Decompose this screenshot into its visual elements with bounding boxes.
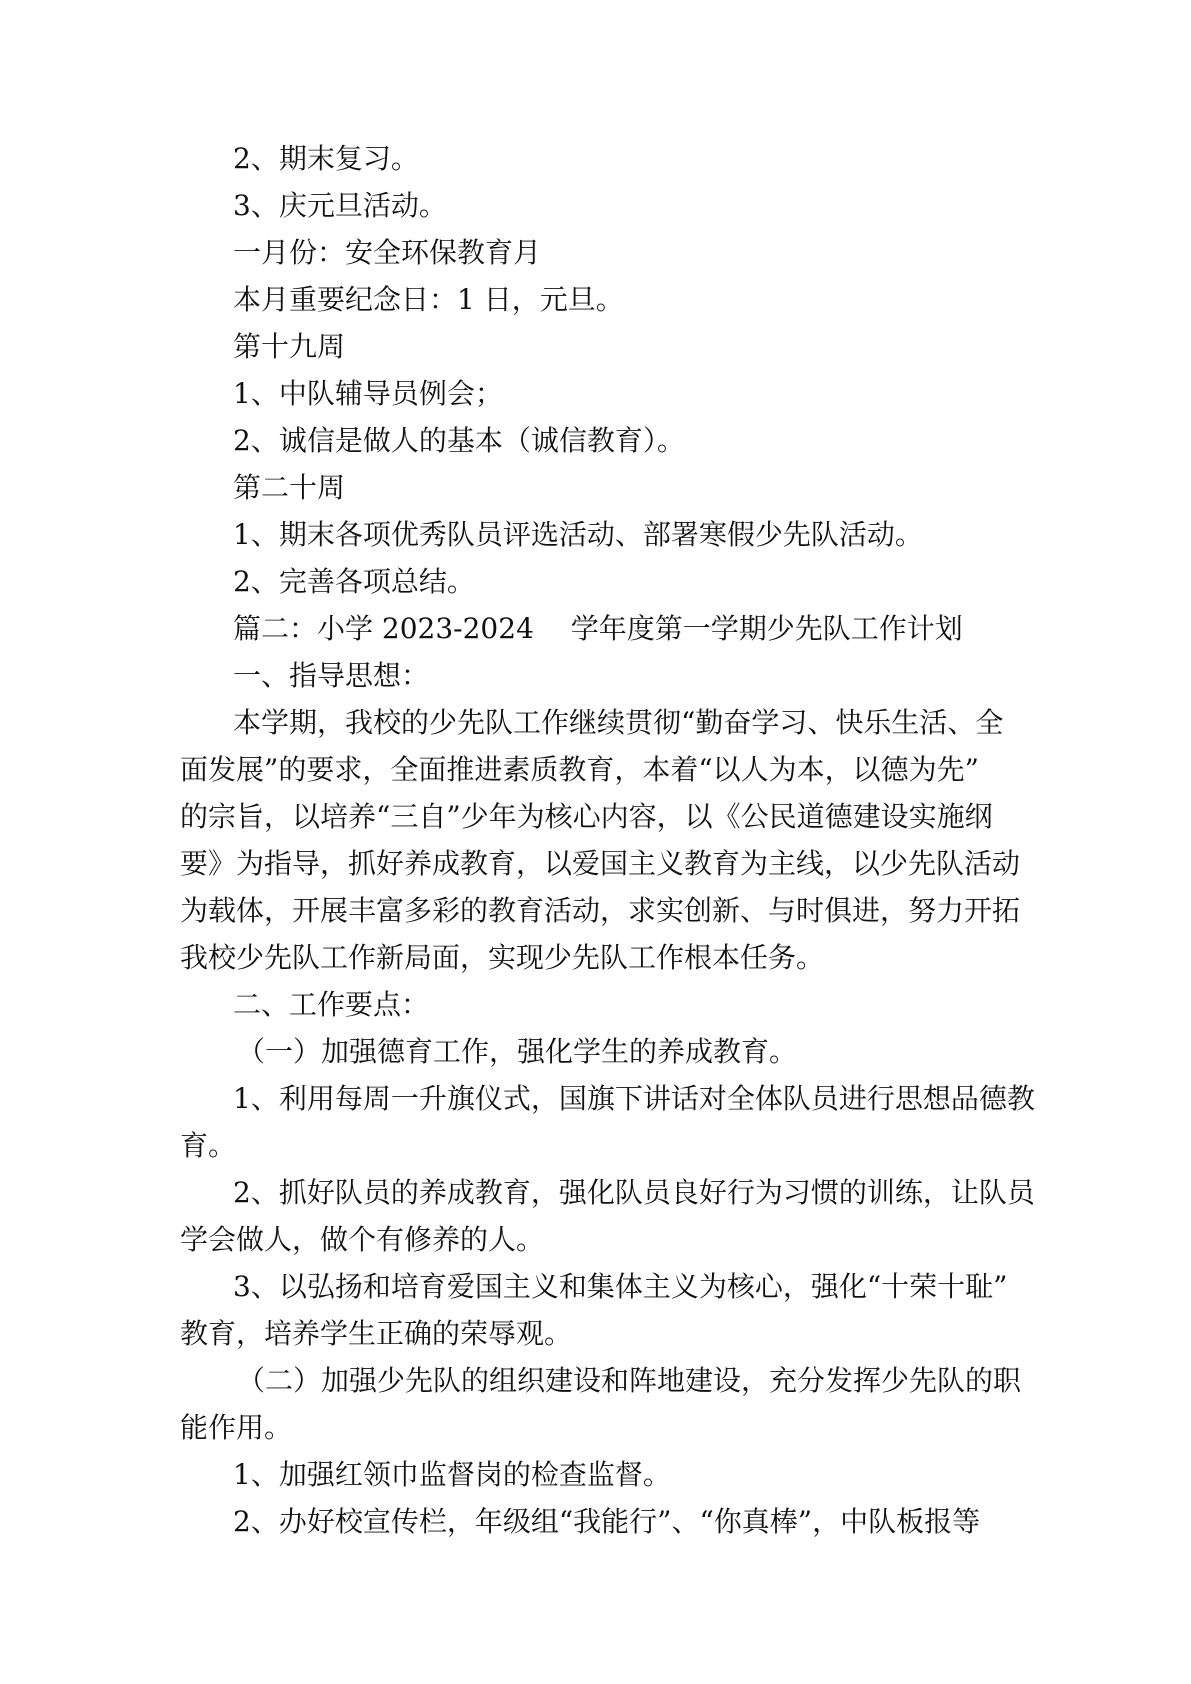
- subsection-heading: （二）加强少先队的组织建设和阵地建设，充分发挥少先队的职: [237, 1364, 1022, 1397]
- text-line: 1、期末各项优秀队员评选活动、部署寒假少先队活动。: [233, 518, 923, 551]
- text-line: 2、期末复习。: [233, 142, 419, 175]
- text-line: 1、加强红领巾监督岗的检查监督。: [233, 1458, 671, 1491]
- text-line: 3、以弘扬和培育爱国主义和集体主义为核心，强化“十荣十耻”: [233, 1270, 1008, 1303]
- text-line: 本学期，我校的少先队工作继续贯彻“勤奋学习、快乐生活、全: [233, 706, 1004, 739]
- text-line: 3、庆元旦活动。: [233, 189, 447, 222]
- text-line: 一月份：安全环保教育月: [233, 236, 542, 269]
- text-line: 教育，培养学生正确的荣辱观。: [180, 1317, 573, 1350]
- text-line: 2、诚信是做人的基本（诚信教育）。: [233, 424, 685, 457]
- section-heading: 篇二：小学 2023-2024 学年度第一学期少先队工作计划: [233, 612, 963, 645]
- text-line: 本月重要纪念日：1 日，元旦。: [233, 283, 624, 316]
- section-heading: 二、工作要点：: [233, 988, 430, 1021]
- text-line: 学会做人，做个有修养的人。: [180, 1223, 545, 1256]
- text-line: 要》为指导，抓好养成教育，以爱国主义教育为主线，以少先队活动: [180, 847, 1021, 880]
- text-line: 1、中队辅导员例会；: [233, 377, 503, 410]
- subsection-heading: （一）加强德育工作，强化学生的养成教育。: [237, 1035, 798, 1068]
- text-line: 面发展”的要求，全面推进素质教育，本着“以人为本，以德为先”: [180, 753, 979, 786]
- text-line: 第二十周: [233, 471, 346, 504]
- text-line: 的宗旨，以培养“三自”少年为核心内容，以《公民道德建设实施纲: [180, 800, 993, 833]
- text-line: 2、完善各项总结。: [233, 565, 475, 598]
- text-line: 能作用。: [180, 1411, 293, 1444]
- section-heading: 一、指导思想：: [233, 659, 430, 692]
- text-line: 2、办好校宣传栏，年级组“我能行”、“你真棒”，中队板报等: [233, 1505, 981, 1538]
- text-line: 育。: [180, 1129, 237, 1162]
- text-line: 第十九周: [233, 330, 346, 363]
- text-line: 2、抓好队员的养成教育，强化队员良好行为习惯的训练，让队员: [233, 1176, 1035, 1209]
- text-line: 1、利用每周一升旗仪式，国旗下讲话对全体队员进行思想品德教: [233, 1082, 1035, 1115]
- text-line: 我校少先队工作新局面，实现少先队工作根本任务。: [180, 941, 825, 974]
- text-line: 为载体，开展丰富多彩的教育活动，求实创新、与时俱进，努力开拓: [180, 894, 1021, 927]
